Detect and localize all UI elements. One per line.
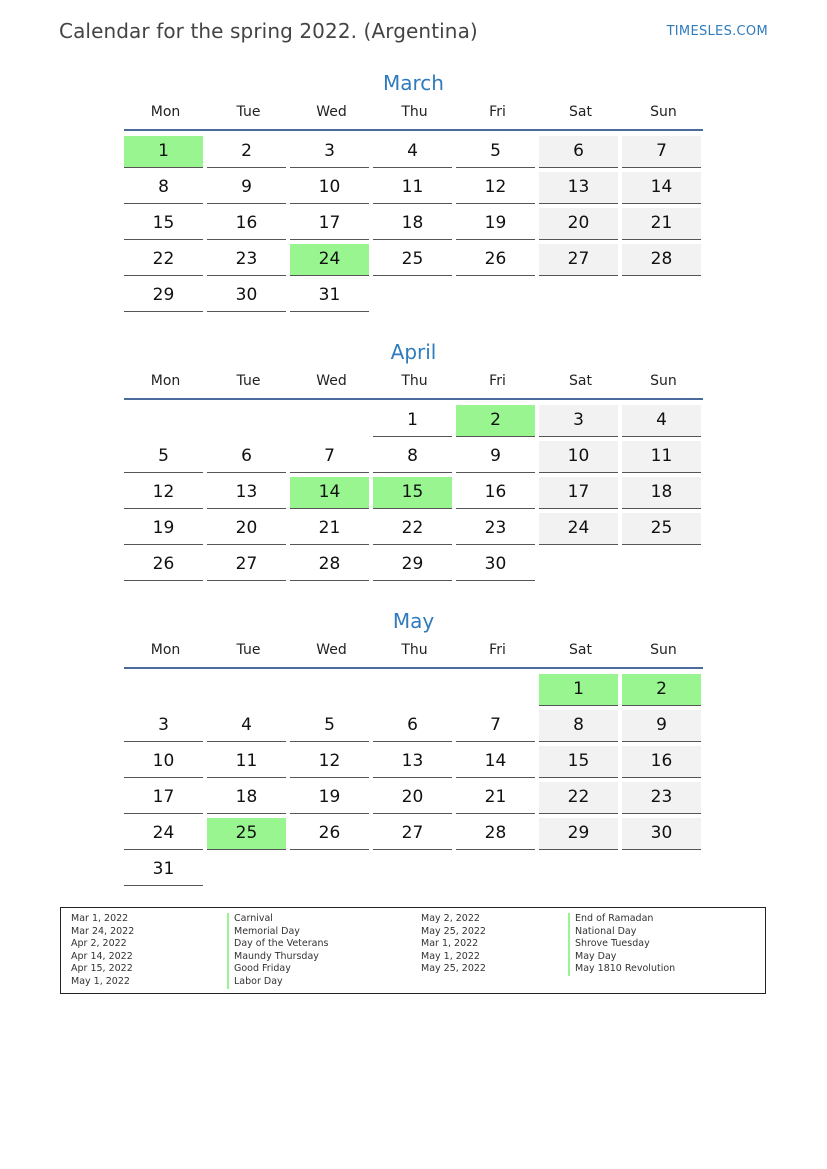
- day-cell[interactable]: 18: [373, 208, 452, 240]
- legend-holiday-name: Labor Day: [227, 976, 328, 989]
- day-cell[interactable]: 12: [456, 172, 535, 204]
- day-cell[interactable]: 19: [456, 208, 535, 240]
- day-grid: [124, 405, 703, 581]
- legend-holiday-name: Shrove Tuesday: [568, 938, 675, 951]
- day-cell[interactable]: 1: [539, 674, 618, 706]
- holiday-legend: [60, 907, 766, 994]
- day-cell[interactable]: 8: [539, 710, 618, 742]
- day-cell[interactable]: 9: [207, 172, 286, 204]
- legend-date: May 1, 2022: [71, 975, 130, 987]
- day-cell[interactable]: 8: [124, 172, 203, 204]
- day-cell[interactable]: 30: [622, 818, 701, 850]
- weekday-label: Mon: [150, 104, 181, 120]
- day-cell[interactable]: 8: [373, 441, 452, 473]
- day-cell[interactable]: 25: [622, 513, 701, 545]
- weekday-header: [124, 103, 703, 131]
- legend-date: Apr 2, 2022: [71, 938, 127, 950]
- day-cell[interactable]: 7: [290, 441, 369, 473]
- day-cell[interactable]: 12: [290, 746, 369, 778]
- day-cell[interactable]: 23: [456, 513, 535, 545]
- day-cell[interactable]: 9: [622, 710, 701, 742]
- month-title: May: [392, 609, 435, 633]
- day-cell[interactable]: 5: [124, 441, 203, 473]
- legend-date: May 1, 2022: [421, 950, 480, 962]
- legend-names-left: [227, 913, 328, 989]
- weekday-label: Thu: [401, 642, 428, 658]
- day-cell[interactable]: 11: [207, 746, 286, 778]
- month-title: March: [383, 71, 444, 95]
- day-cell[interactable]: 16: [207, 208, 286, 240]
- weekday-label: Sat: [569, 373, 592, 389]
- weekday-label: Sat: [569, 642, 592, 658]
- day-cell[interactable]: 24: [124, 818, 203, 850]
- legend-date: May 25, 2022: [421, 963, 486, 975]
- day-cell[interactable]: 11: [622, 441, 701, 473]
- legend-date: Apr 14, 2022: [71, 950, 133, 962]
- day-cell[interactable]: 19: [290, 782, 369, 814]
- day-cell[interactable]: 13: [373, 746, 452, 778]
- day-cell[interactable]: 7: [456, 710, 535, 742]
- day-cell[interactable]: 27: [207, 549, 286, 581]
- weekday-label: Fri: [489, 642, 506, 658]
- legend-dates-right: [421, 913, 486, 976]
- month-title: April: [390, 340, 437, 364]
- page-title: Calendar for the spring 2022. (Argentina): [59, 19, 478, 43]
- day-cell[interactable]: 1: [124, 136, 203, 168]
- day-cell[interactable]: 11: [373, 172, 452, 204]
- day-cell[interactable]: 13: [539, 172, 618, 204]
- day-cell[interactable]: 7: [622, 136, 701, 168]
- legend-holiday-name: Day of the Veterans: [227, 938, 328, 951]
- day-grid: [124, 674, 703, 886]
- day-cell[interactable]: 17: [290, 208, 369, 240]
- day-cell[interactable]: 22: [124, 244, 203, 276]
- day-cell[interactable]: 21: [622, 208, 701, 240]
- day-cell[interactable]: 13: [207, 477, 286, 509]
- month-may: [124, 607, 703, 886]
- day-cell[interactable]: 21: [456, 782, 535, 814]
- legend-holiday-name: Maundy Thursday: [227, 951, 328, 964]
- day-cell[interactable]: 6: [373, 710, 452, 742]
- weekday-label: Mon: [150, 642, 181, 658]
- weekday-label: Thu: [401, 104, 428, 120]
- brand-link[interactable]: TIMESLES.COM: [666, 24, 768, 39]
- legend-holiday-name: Good Friday: [227, 963, 328, 976]
- legend-holiday-name: National Day: [568, 926, 675, 939]
- day-cell[interactable]: 21: [290, 513, 369, 545]
- day-cell[interactable]: 15: [539, 746, 618, 778]
- day-cell[interactable]: 10: [290, 172, 369, 204]
- day-cell[interactable]: 3: [124, 710, 203, 742]
- day-cell[interactable]: 27: [373, 818, 452, 850]
- weekday-label: Sun: [650, 373, 677, 389]
- legend-date: Mar 1, 2022: [71, 913, 129, 924]
- day-cell[interactable]: 17: [539, 477, 618, 509]
- day-cell[interactable]: 29: [124, 280, 203, 312]
- day-cell[interactable]: 19: [124, 513, 203, 545]
- day-cell[interactable]: 14: [290, 477, 369, 509]
- day-cell[interactable]: 1: [373, 405, 452, 437]
- day-cell[interactable]: 3: [539, 405, 618, 437]
- day-cell[interactable]: 6: [539, 136, 618, 168]
- day-cell[interactable]: 20: [373, 782, 452, 814]
- day-cell[interactable]: 29: [373, 549, 452, 581]
- day-cell[interactable]: 22: [539, 782, 618, 814]
- day-cell[interactable]: 5: [456, 136, 535, 168]
- day-cell[interactable]: 9: [456, 441, 535, 473]
- day-cell[interactable]: 23: [207, 244, 286, 276]
- legend-holiday-name: Carnival: [227, 913, 328, 926]
- day-cell[interactable]: 16: [456, 477, 535, 509]
- weekday-label: Wed: [316, 642, 347, 658]
- day-cell[interactable]: 24: [290, 244, 369, 276]
- legend-holiday-name: May Day: [568, 951, 675, 964]
- day-cell[interactable]: 27: [539, 244, 618, 276]
- day-cell[interactable]: 31: [290, 280, 369, 312]
- month-march: [124, 69, 703, 312]
- day-cell[interactable]: 6: [207, 441, 286, 473]
- day-cell[interactable]: 10: [539, 441, 618, 473]
- day-grid: [124, 136, 703, 312]
- weekday-label: Fri: [489, 104, 506, 120]
- day-cell[interactable]: 26: [456, 244, 535, 276]
- weekday-label: Wed: [316, 104, 347, 120]
- day-cell[interactable]: 20: [207, 513, 286, 545]
- day-cell[interactable]: 4: [622, 405, 701, 437]
- day-cell[interactable]: 17: [124, 782, 203, 814]
- day-cell[interactable]: 18: [622, 477, 701, 509]
- weekday-label: Sat: [569, 104, 592, 120]
- day-cell[interactable]: 30: [207, 280, 286, 312]
- day-cell[interactable]: 15: [124, 208, 203, 240]
- legend-date: May 25, 2022: [421, 925, 486, 937]
- day-cell[interactable]: 29: [539, 818, 618, 850]
- day-cell[interactable]: 23: [622, 782, 701, 814]
- weekday-label: Tue: [236, 104, 261, 120]
- weekday-label: Mon: [150, 373, 181, 389]
- weekday-label: Sun: [650, 104, 677, 120]
- day-cell[interactable]: 16: [622, 746, 701, 778]
- day-cell[interactable]: 3: [290, 136, 369, 168]
- day-cell[interactable]: 28: [456, 818, 535, 850]
- weekday-label: Fri: [489, 373, 506, 389]
- day-cell[interactable]: 14: [456, 746, 535, 778]
- day-cell[interactable]: 24: [539, 513, 618, 545]
- day-cell[interactable]: 25: [207, 818, 286, 850]
- day-cell[interactable]: 26: [290, 818, 369, 850]
- month-april: [124, 338, 703, 581]
- day-cell[interactable]: 26: [124, 549, 203, 581]
- legend-holiday-name: End of Ramadan: [568, 913, 675, 926]
- weekday-label: Tue: [236, 642, 261, 658]
- day-cell[interactable]: 30: [456, 549, 535, 581]
- day-cell[interactable]: 4: [207, 710, 286, 742]
- day-cell[interactable]: 10: [124, 746, 203, 778]
- day-cell[interactable]: 28: [290, 549, 369, 581]
- day-cell[interactable]: 2: [622, 674, 701, 706]
- legend-date: Mar 24, 2022: [71, 925, 135, 937]
- day-cell[interactable]: 4: [373, 136, 452, 168]
- legend-dates-left: [71, 913, 134, 989]
- day-cell[interactable]: 12: [124, 477, 203, 509]
- weekday-label: Tue: [236, 373, 261, 389]
- legend-date: Apr 15, 2022: [71, 963, 133, 975]
- day-cell[interactable]: 18: [207, 782, 286, 814]
- day-cell[interactable]: 2: [456, 405, 535, 437]
- legend-holiday-name: May 1810 Revolution: [568, 963, 675, 976]
- legend-date: May 2, 2022: [421, 913, 480, 924]
- day-cell[interactable]: 2: [207, 136, 286, 168]
- day-cell[interactable]: 28: [622, 244, 701, 276]
- weekday-header: [124, 372, 703, 400]
- day-cell[interactable]: 22: [373, 513, 452, 545]
- day-cell[interactable]: 14: [622, 172, 701, 204]
- weekday-header: [124, 641, 703, 669]
- day-cell[interactable]: 15: [373, 477, 452, 509]
- weekday-label: Thu: [401, 373, 428, 389]
- day-cell[interactable]: 20: [539, 208, 618, 240]
- weekday-label: Wed: [316, 373, 347, 389]
- weekday-label: Sun: [650, 642, 677, 658]
- legend-date: Mar 1, 2022: [421, 938, 479, 950]
- day-cell[interactable]: 31: [124, 854, 203, 886]
- legend-holiday-name: Memorial Day: [227, 926, 328, 939]
- day-cell[interactable]: 5: [290, 710, 369, 742]
- day-cell[interactable]: 25: [373, 244, 452, 276]
- legend-names-right: [568, 913, 675, 976]
